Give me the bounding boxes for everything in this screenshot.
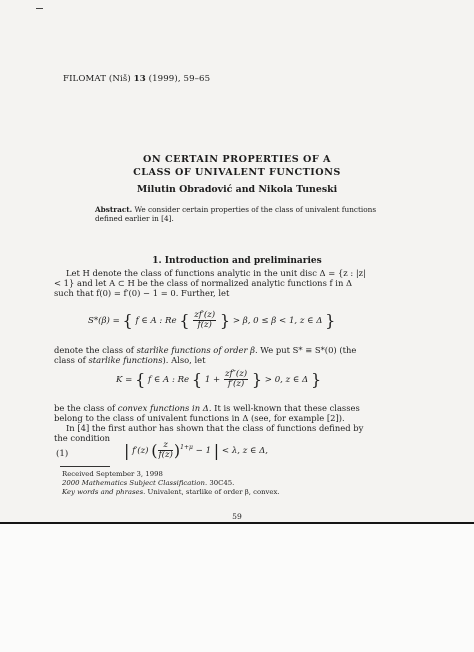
page-number: 59 bbox=[232, 512, 242, 521]
p2-text-a: denote the class of bbox=[54, 345, 134, 355]
eq3-denominator: f(z) bbox=[158, 450, 173, 460]
page-edge-line bbox=[0, 522, 474, 524]
msc-value: 30C45. bbox=[209, 479, 235, 487]
p3-italic: convex functions in Δ bbox=[117, 403, 209, 413]
equation-convex: K = { f ∈ A : Re { 1 + $\frac{zf''(z)}{f'(z)}$ } > 0, z ∈ Δ } bbox=[116, 369, 322, 389]
equation-condition-1: | f′(z) ( $\frac{z}{f(z)}$ )$^{1+\mu}$ − 1 | < λ, z ∈ Δ, bbox=[124, 440, 269, 460]
footnote-received: Received September 3, 1998 bbox=[62, 470, 163, 478]
eq3-numerator: z bbox=[158, 441, 172, 451]
scanner-margin bbox=[0, 522, 474, 652]
p2-text-c: ). Also, let bbox=[162, 355, 206, 366]
scan-mark bbox=[36, 8, 43, 9]
eq1-condition: > β, 0 ≤ β < 1, z ∈ Δ bbox=[232, 316, 323, 326]
journal-year-pages: (1999), 59–65 bbox=[148, 74, 211, 84]
eq2-one: 1 + bbox=[204, 375, 221, 385]
keywords-label: Key words and phrases. bbox=[62, 488, 146, 496]
section-title: 1. Introduction and preliminaries bbox=[152, 256, 322, 266]
eq2-set-start: f ∈ A : Re bbox=[148, 375, 190, 385]
eq2-numerator: zf″(z) bbox=[224, 369, 248, 379]
eq3-fraction bbox=[158, 441, 172, 460]
eq2-denominator: f′(z) bbox=[227, 379, 245, 389]
footnote-keywords bbox=[62, 488, 280, 497]
footnote-msc bbox=[62, 479, 234, 488]
p3-text-a: be the class of bbox=[54, 403, 116, 413]
journal-volume: 13 bbox=[133, 74, 146, 84]
p2-italic: starlike functions of order β bbox=[136, 345, 255, 355]
paragraph-1: Let H denote the class of functions analytic in the unit disc Δ = {z : |z| < 1} and let A ⊂ H be the class of normalized analytic functions f in Δ such that f(0) = f′(0) − 1 = 0. Further, let bbox=[54, 268, 366, 299]
eq1-denominator: f(z) bbox=[197, 320, 212, 330]
msc-label: 2000 Mathematics Subject Classification. bbox=[62, 479, 208, 487]
eq3-part-a: f′(z) bbox=[132, 446, 149, 456]
p2-italic-2: starlike functions bbox=[88, 355, 163, 366]
paper-authors: Milutin Obradović and Nikola Tuneski bbox=[136, 184, 338, 195]
eq3-condition: < λ, z ∈ Δ, bbox=[221, 446, 269, 456]
eq2-fraction bbox=[224, 370, 248, 389]
keywords-value: Univalent, starlike of order β, convex. bbox=[147, 488, 280, 496]
eq1-lhs: S*(β) = bbox=[88, 316, 120, 326]
equation-starlike: S*(β) = { f ∈ A : Re { $\frac{zf'(z)}{f(z)}$ } > β, 0 ≤ β < 1, z ∈ Δ } bbox=[88, 310, 336, 330]
paragraph-3 bbox=[54, 403, 372, 423]
eq1-fraction bbox=[193, 311, 216, 330]
footnote-rule bbox=[60, 466, 110, 467]
eq2-condition: > 0, z ∈ Δ bbox=[264, 375, 309, 385]
eq2-lhs: K = bbox=[116, 375, 133, 385]
paragraph-2 bbox=[54, 345, 372, 365]
eq1-numerator: zf′(z) bbox=[194, 310, 216, 320]
abstract bbox=[95, 205, 395, 223]
paper-title-line-2: CLASS OF UNIVALENT FUNCTIONS bbox=[133, 167, 341, 178]
journal-name: FILOMAT (Niš) bbox=[63, 74, 131, 84]
paragraph-4: In [4] the first author has shown that the class of functions defined by the condition bbox=[54, 423, 364, 444]
journal-header bbox=[63, 74, 210, 84]
eq3-part-b: − 1 bbox=[195, 446, 212, 456]
p2-text-b: . We put S* ≡ S*(0) (the class of bbox=[54, 345, 357, 366]
paper-title-line-1: ON CERTAIN PROPERTIES OF A bbox=[143, 154, 331, 165]
abstract-text: We consider certain properties of the class of univalent functions defined earlier in [4]. bbox=[95, 205, 377, 223]
eq3-exponent: 1+μ bbox=[180, 444, 193, 452]
abstract-label: Abstract. bbox=[95, 205, 133, 214]
equation-number: (1) bbox=[56, 449, 69, 459]
p3-text-b: . It is well-known that these classes belong to the class of univalent functions in Δ (see, for example [2]). bbox=[54, 403, 360, 424]
eq1-set-start: f ∈ A : Re bbox=[135, 316, 177, 326]
